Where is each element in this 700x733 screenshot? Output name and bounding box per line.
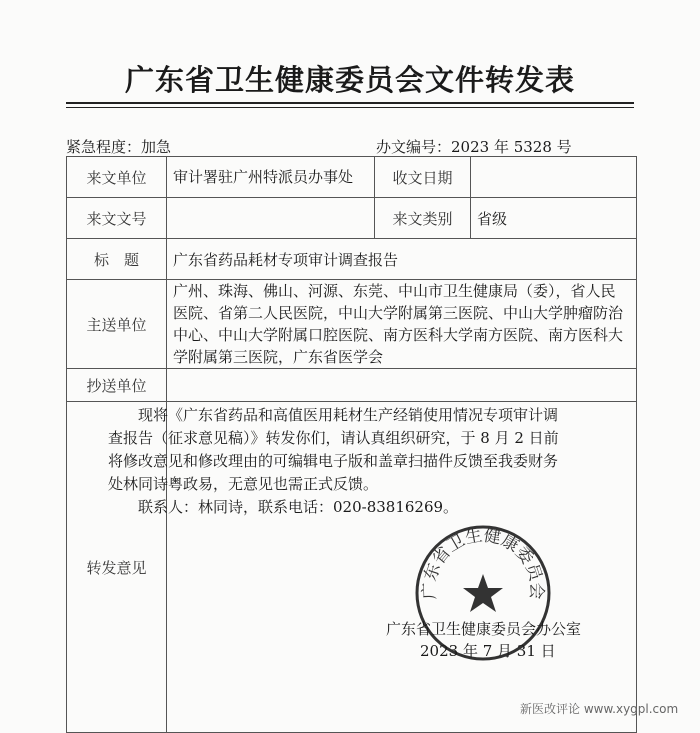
cc-label: 抄送单位 [67, 369, 167, 402]
main-recipients-value: 广州、珠海、佛山、河源、东莞、中山市卫生健康局（委），省人民医院、省第二人民医院，中山大学附属第三医院、中山大学肿瘤防治中心、中山大学附属口腔医院、南方医科大学南方医院、南方医科大学附属第三医院，广东省医学会 [167, 280, 637, 369]
seal-star-icon [463, 574, 503, 612]
opinion-label: 转发意见 [67, 402, 167, 733]
subject-label: 标 题 [67, 239, 167, 280]
title-rule-thick [66, 102, 634, 104]
opinion-body [108, 404, 568, 519]
urgency-label: 紧急程度：加急 [66, 138, 172, 156]
cc-value [167, 369, 637, 402]
signature-date: 2023 年 7 月 31 日 [420, 642, 556, 660]
doc-no-label: 来文文号 [67, 198, 167, 239]
opinion-contact: 联系人：林同诗，联系电话：020-83816269。 [138, 498, 459, 516]
signature-office: 广东省卫生健康委员会办公室 [386, 620, 582, 638]
receive-date-label: 收文日期 [375, 157, 471, 198]
doc-number-label: 办文编号：2023 年 5328 号 [376, 138, 572, 156]
subject-value: 广东省药品耗材专项审计调查报告 [167, 239, 637, 280]
watermark: 新医改评论 www.xygpl.com [520, 702, 679, 716]
main-recipients-label: 主送单位 [67, 280, 167, 369]
doc-type-value: 省级 [471, 198, 637, 239]
doc-type-label: 来文类别 [375, 198, 471, 239]
doc-no-value [167, 198, 375, 239]
receive-date-value [471, 157, 637, 198]
title-rule-thin [66, 107, 634, 108]
opinion-paragraph: 现将《广东省药品和高值医用耗材生产经销使用情况专项审计调查报告（征求意见稿）》转发你们，请认真组织研究，于 8 月 2 日前将修改意见和修改理由的可编辑电子版和盖章扫描件反馈至我委财务处林同诗粤政易，无意见也需正式反馈。 [108, 406, 559, 493]
document-title: 广东省卫生健康委员会文件转发表 [124, 63, 575, 97]
source-unit-value: 审计署驻广州特派员办事处 [167, 157, 375, 198]
source-unit-label: 来文单位 [67, 157, 167, 198]
seal-text: 广东省卫生健康委员会 [419, 525, 547, 600]
